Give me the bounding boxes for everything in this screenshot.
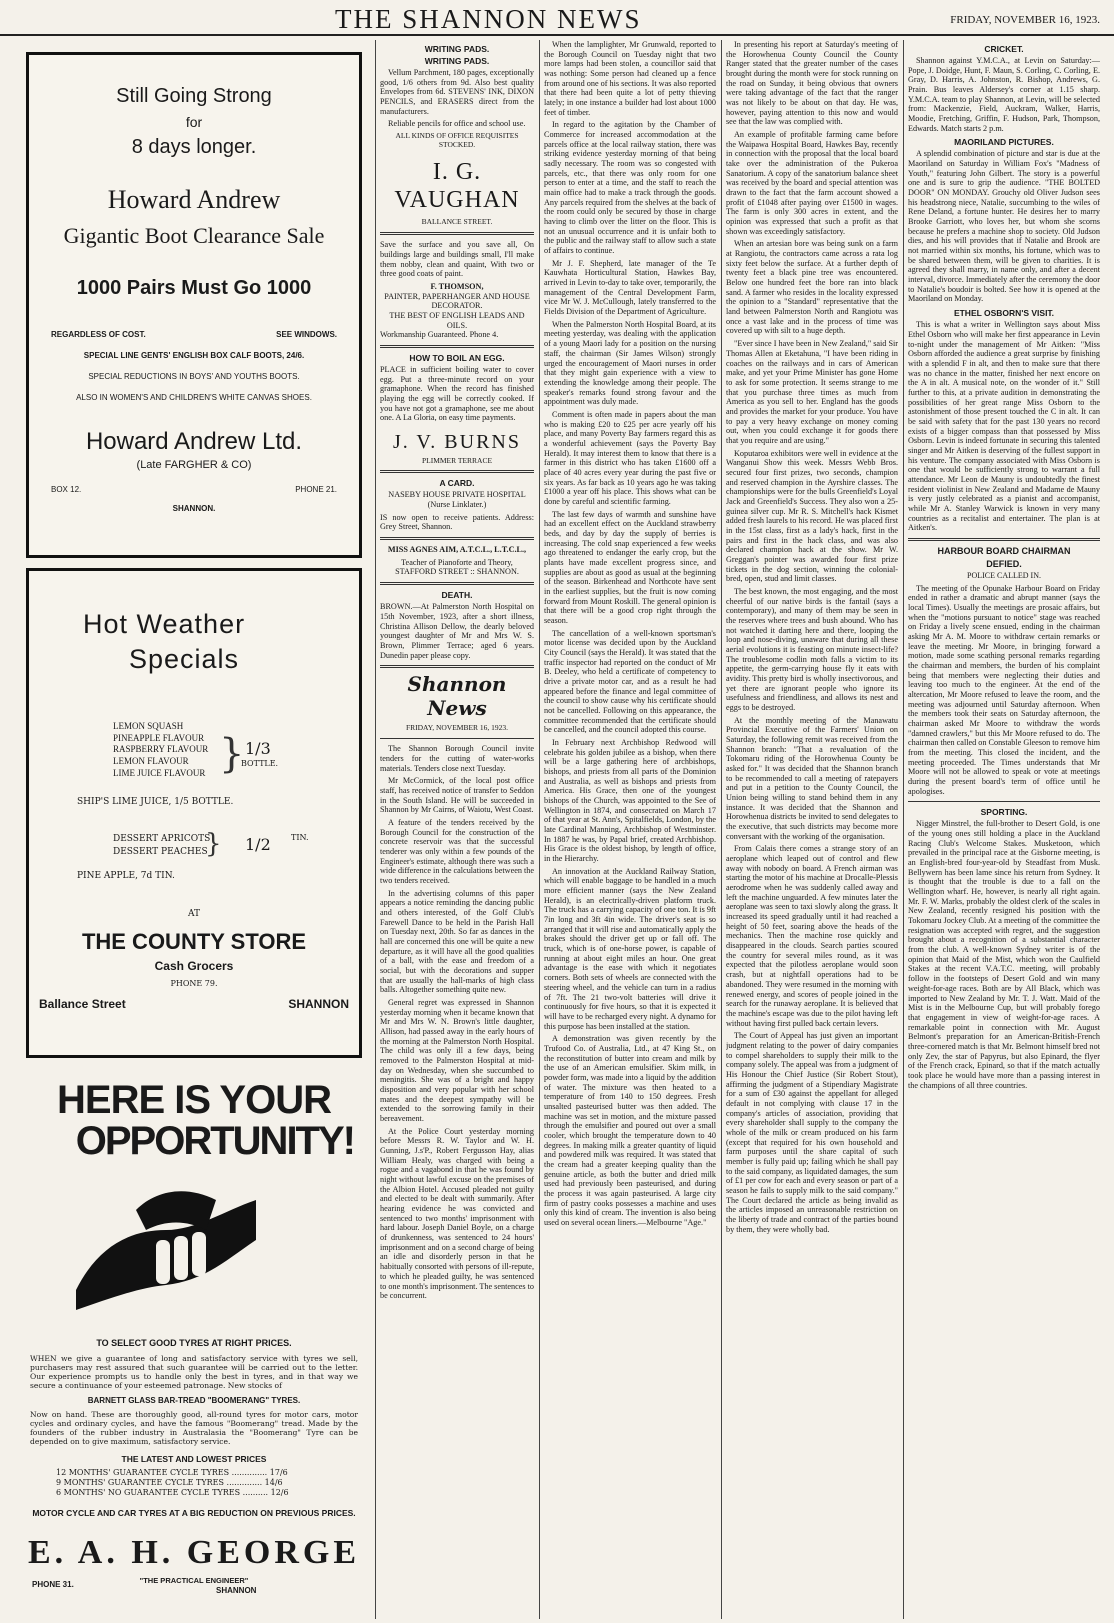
- business-name: MISS AGNES AIM, A.T.C.L., L.T.C.L.,: [387, 545, 527, 555]
- ad-text: SPECIAL LINE GENTS' ENGLISH BOX CALF BOOTS, 24/6.: [83, 351, 305, 360]
- ad-text: PLACE in sufficient boiling water to cover egg. Put a three-minute record on your gramaphone. When the record has finished playing the egg will be correctly cooked. If you have not got a gramaphone, see me about one. A La Gloria, on easy time payments.: [380, 364, 534, 423]
- ad-text: 9 MONTHS' GUARANTEE CYCLE TYRES .............. 14/6: [56, 1478, 283, 1487]
- ad-text: PLIMMER TERRACE: [421, 455, 493, 465]
- ad-text: (Late FARGHER & CO): [136, 459, 252, 471]
- company-name: Howard Andrew Ltd.: [85, 428, 303, 455]
- column-3: [544, 40, 716, 1619]
- ad-text: SHANNON: [288, 997, 349, 1011]
- ad-text: LEMON SQUASH: [113, 721, 184, 731]
- ad-subline: [51, 330, 337, 339]
- column-rule: [375, 40, 376, 1619]
- article-text: A splendid combination of picture and star is due at the Maoriland on Saturday in William Fox's "Madness of Youth," featuring John Gilbert. The story is a powerful one and is sure to grip the audience. "THE BOLTED DOOR" ON MONDAY. Grouchy old Oliver Judson sees his headstrong niece, Natalie, succumbing to the wiles of Rene Deland, a fortune hunter. He desires her to marry Brooke Garriott, who loves her, but whom she scorns because he prefers a machine shop to society. Old Judson dies, and his will provides that if Natalie and Brook are not married within six months, his fortune, which was to be shared between them, will be given to charities. It is agreed they shall marry, in name only, and after a decent interval, divorce. Immediately after the ceremony the door to Natalie's boudoir is bolted. See how it is opened at the Maoriland on Monday.: [908, 149, 1100, 304]
- article-text: The Court of Appeal has just given an important judgment relating to the power of dairy companies to compel shareholders to supply their milk to the company solely. The appeal was from a judgment of His Honour the Chief Justice (Sir Robert Stout), affirming the judgment of a Stipendiary Magistrate for a sum of £30 against the appellant for alleged default in not complying with clause 17 in the company's articles of association, providing that every shareholder shall supply to the company the whole of the milk or cream produced on his farm (except that required for his own household and farm purposes until the share capital of such member is fully paid up; failing which he shall pay to the said company, as liquidated damages, the sum of £1 per cow for each and every season or part of a season he fails to supply milk to the said company." The Court declared the article as being invalid as the articles imposed an unreasonable restriction on the liberty of trade and contract of the parties bound by them, they were wholly bad.: [726, 1031, 898, 1234]
- article-text: "Ever since I have been in New Zealand," said Sir Thomas Allen at Eketahuna, "I have been riding in coaches on the railways and in cars of American make, and yet your Prime Minister has gone Home to ask for some protection. It seems strange to me that you purchase three times as much from America as you sell to her. England has the goods and provides the market for your produce. You have to pay a very heavy exchange on money coming out, when you could exchange it for goods there that you require and are using.": [726, 339, 898, 445]
- ad-text: PHONE 31.: [32, 1580, 74, 1589]
- ad-text: BOX 12.: [51, 485, 82, 494]
- article-text: An innovation at the Auckland Railway Station, which will enable baggage to be handled in a much more efficient manner (says the New Zealand Herald), is an electrically-driven platform truck. The truck has a carrying capacity of one ton. It is 9ft 7in long and 3ft 4in wide. The driver's seat is so arranged that it will rise and automatically apply the brakes should the driver get up or fall off. The truck, which is of one-horse power, is capable of running at about eight miles an hour. One great advantage is the ease with which it negotiates corners. Both sets of wheels are connected with the steering wheel, and the vehicle can turn in a radius of 7ft. The 21 two-volt batteries will drive it continuously for five hours, so that it is expected it will have to be recharged every night. A dynamo for this purpose has been installed at the station.: [544, 866, 716, 1031]
- divider: [380, 738, 534, 739]
- ad-text: Reliable pencils for office and school use.: [388, 119, 526, 129]
- article-text: In the advertising columns of this paper appears a notice reminding the dancing public and others interested, of the Golf Club's Farewell Dance to be held in the Parish Hall on Tuesday next, 20th. So far as dances in the hall are concerned this one will be quite a new departure, as it will have all the good qualities of a ball, with the ease and freedom of a social, but with the decorations and supper that are usually the hall-marks of high class balls. Altogether something quite new.: [380, 888, 534, 995]
- divider: [908, 538, 1100, 541]
- business-name: F. THOMSON,: [430, 281, 484, 291]
- ad-text: Vellum Parchment, 180 pages, exceptionally good, 1/6 others from 9d. Also best quality Envelopes from 6d. STEVENS' INK, DIXON PENCILS, and ERASERS direct from the manufacturers.: [380, 68, 534, 116]
- ad-text: NASEBY HOUSE PRIVATE HOSPITAL (Nurse Linklater.): [388, 490, 526, 510]
- article-text: The last few days of warmth and sunshine have had an excellent effect on the Auckland strawberry beds, and day by day the supply of berries is increasing. The cold snap experienced a few weeks ago threatened to endanger the early crop, but the plants have made excellent progress since, and supplies are about as good as usual at the beginning of the season. Birkenhead and Northcote have sent in the earliest supplies, but the fruit is now coming forward from Mount Roskill. The general opinion is that there will be a good crop right through the season.: [544, 509, 716, 625]
- divider: [380, 470, 534, 473]
- section-heading: CRICKET.: [984, 44, 1024, 54]
- divider: [380, 537, 534, 540]
- ad-text: ALL KINDS OF OFFICE REQUISITES STOCKED.: [395, 131, 519, 149]
- ad-text: SEE WINDOWS.: [276, 330, 337, 339]
- brace-icon: }: [205, 829, 222, 859]
- article-text: In regard to the agitation by the Chamber of Commerce for increased accommodation at the parcels office at the local railway station, there was striking evidence yesterday morning of that being sadly necessary. The room was so congested with parcels, etc., that there was only room for one person to enter at a time, and the staff to reach the main office had to make a track through the goods. Any parcels required from the shelves at the back of the room could only be secured by those in charge having to climb over the litter on the floor. This is not an unusual occurrence and it is unfair both to the public and the railway staff to allow such a state of affairs to continue.: [544, 120, 716, 256]
- article-text: General regret was expressed in Shannon yesterday morning when it became known that Mr and Mrs W. N. Brown's little daughter, Allison, had passed away in the early hours of the morning at the Palmerston North Hospital. The child was only ill a few days, being removed to the Palmerston Hospital at mid-day on Wednesday, when she succumbed to meningitis. She was of a bright and happy disposition and very popular with her school mates and the deepest sympathy will be extended to the sorrowing family in their bereavement.: [380, 998, 534, 1124]
- section-heading: ETHEL OSBORN'S VISIT.: [953, 308, 1055, 319]
- column-2: [380, 40, 534, 1619]
- ad-text: 8 days longer.: [131, 136, 257, 158]
- article-text: At the Police Court yesterday morning before Messrs R. W. Taylor and W. H. Gunning, J.s'P., Robert Fergusson Hay, alias William Healy, was charged with being a rogue and a vagabond in that he was found by night without lawful excuse on the premises of the Albion Hotel. Accused pleaded not guilty and elected to be dealt with summarily. After hearing evidence he was convicted and sentenced to two months' imprisonment with hard labour. Joseph Daniel Boyle, on a charge of drunkenness, was sentenced to 24 hours' imprisonment and on a second charge of being an idle and disorderly person in that he habitually consorted with persons of ill-repute, to which he pleaded guilty, he was sentenced to one month's imprisonment. The sentences to be concurrent.: [380, 1126, 534, 1301]
- store-name: THE COUNTY STORE: [81, 929, 307, 954]
- article-text: A feature of the tenders received by the Borough Council for the construction of the concrete reservoir was that the successful tenderer was only within a few pounds of the Engineer's estimate, although there was such a wide difference in the calculations between the two tenders received.: [380, 817, 534, 885]
- ad-text: 12 MONTHS' GUARANTEE CYCLE TYRES .............. 17/6: [56, 1468, 288, 1477]
- ad-text: THE LATEST AND LOWEST PRICES: [121, 1454, 267, 1464]
- article-text: A demonstration was given recently by the Trufood Co. of Australia, Ltd., at 47 King St., on the reconstitution of butter into cream and milk by the use of an American emulsifier. Skim milk, in powder form, was made into a liquid by the addition of water. The mixture was then heated to a temperature of from 140 to 150 degrees. Fresh unsalted pasteurised butter was then added. The machine was set in motion, and the mixture passed through the emulsifier and poured out over a small cooler, which brought the temperature down to 40 degrees. In making milk a greater quantity of liquid and powdered milk was required. It was stated that the cream had a greater keeping quality than the genuine article, as both the butter and dried milk used had previously been pasteurised, and during the process it was again pasteurised. A large city firm of pastry cooks possesses a machine and uses only this kind of cream. The invention is also being used on several ocean liners.—Melbourne "Age.": [544, 1034, 716, 1227]
- ad-text: WHEN we give a guarantee of long and satisfactory service with tyres we sell, purchasers may rest assured that such guarantee will be carried out to the letter. Our experience prompts us to handle only the best in tyres, and in that way we secure a continuance of your esteemed patronage. New stocks of: [30, 1354, 358, 1391]
- ad-text: PAINTER, PAPERHANGER AND HOUSE DECORATOR.: [384, 291, 530, 311]
- ad-text: RASPBERRY FLAVOUR: [113, 744, 209, 755]
- article-text: At the monthly meeting of the Manawatu Provincial Executive of the Farmers' Union on Saturday, the following remit was received from the Shannon branch: "That a revaluation of the Tokomaru riding of the Horowhenua County be asked for." It was decided that the Shannon branch to be recommended to call a meeting of ratepayers and put in a petition to the County Council, the Union being willing to stand behind them in any instance. It was decided that the Shannon and Horowhenua districts be invited to send delegates to the executive, that such districts may become more conversant with the working of the organisation.: [726, 715, 898, 841]
- article-text: An example of profitable farming came before the Waipawa Hospital Board, Hawkes Bay, recently in connection with the proposal that the local board take over the administration of the Pukeroa Sanatorium. A copy of the sanatorium balance sheet was received by the board and special attention was drawn to the fact that the farm account showed a profit of £1048 after paying over £1500 in wages. The farm is only 300 acres in extent, and the opinion was expressed that such a profit as that shown was exceedingly satisfactory.: [726, 130, 898, 236]
- editorial-flag: Shannon News: [407, 672, 507, 720]
- article-text: From Calais there comes a strange story of an aeroplane which leaped out of control and flew away with nobody on board. A French airman was starting the motor of his machine at Drocalle-Plessis aerodrome when he was suddenly called away and left the machine unguarded. A few minutes later the aeroplane was seen to taxi slowly along the grass. It increased its speed gradually until it had reached a height of 50 feet, soaring above the heads of the mechanics. Then the machine rose quickly and disappeared in the clouds. Search parties scoured the country for several miles round, as it was expected that the pilotless aeroplane would soon crash, but at nightfall operations had to be abandoned. They were resumed in the morning with renewed energy, and scores of people joined in the search for the runaway aeroplane. It is believed that the machine's escape was due to the pilot having left without having first pulled back certain levers.: [726, 844, 898, 1028]
- boot-sale-ad: [26, 52, 362, 558]
- ad-text: DESSERT APRICOTS: [113, 834, 211, 844]
- section-heading: DEFIED.: [986, 558, 1022, 569]
- handshake-icon: [66, 1170, 266, 1320]
- guarantee-prices: [56, 1468, 289, 1498]
- newspaper-title: THE SHANNON NEWS: [335, 4, 642, 34]
- ad-headline: OPPORTUNITY!: [75, 1119, 354, 1163]
- ad-text: FRIDAY, NOVEMBER 16, 1923.: [405, 723, 509, 733]
- ad-text: IS now open to receive patients. Address: Grey Street, Shannon.: [380, 512, 534, 532]
- ad-text: BALLANCE STREET.: [421, 217, 493, 227]
- article-text: Shannon against Y.M.C.A., at Levin on Saturday:—Pope, J. Doidge, Hunt, F. Maun, S. Corling, C. Corling, E. Gray, D. Harris, A. Johnston, R. Bishop, Andrews, G. Prain. Bus leaves Aldersey's corner at 1.15 sharp. Y.M.C.A. team to play Shannon, at Levin, will be selected from: Mackenzie, Field, Auckram, Walker, Harris, Moodie, Fretching, Griffin, F. Hudson, Park, Thompson, Edwards. Match starts 2 p.m.: [908, 56, 1100, 133]
- article-text: The best known, the most engaging, and the most cheerful of our native birds is the fantail (says a contemporary), and many of them may be seen in the reserves where trees and bush abound. Who has not watched it darting here and there, looping the loop and nose-diving, unaware that during all these aerial evolutions it is feasting on minute insect-life? The troublesome codlin moth falls a victim to its appetite, the germ-carrying house fly it eats with avidity. This pretty bird is wholly insectivorous, and yet there are ignorant people who ignore its usefulness and friendliness, and allows its nest and eggs to be destroyed.: [726, 586, 898, 713]
- section-heading: A CARD.: [439, 478, 475, 489]
- article-text: In presenting his report at Saturday's meeting of the Horowhenua County Council the County Ranger stated that the greater number of the cases brought during the month were for stock running on the road on Sunday, it being obvious that owners were taking advantage of the fact that the ranger was not likely to be about on that day. He was, however, paying attention to this now and would see that the law was complied with.: [726, 40, 898, 127]
- ad-text: TIN.: [291, 833, 309, 842]
- divider: [380, 232, 534, 235]
- price: 1/3: [245, 739, 271, 758]
- ad-text: REGARDLESS OF COST.: [51, 330, 146, 339]
- section-heading: WRITING PADS.: [424, 44, 490, 54]
- ad-text: ALSO IN WOMEN'S AND CHILDREN'S WHITE CANVAS SHOES.: [76, 393, 312, 402]
- article-text: The Shannon Borough Council invite tenders for the cutting of water-works materials. Tenders close next Tuesday.: [380, 744, 534, 773]
- ad-text: Save the surface and you save all, On buildings large and buildings small, I'll make them nobby, clean and quaint, With two or three good coats of paint.: [380, 240, 534, 279]
- article-text: Nigger Minstrel, the full-brother to Desert Gold, is one of the young ones still holding a place in the Auckland Racing Club's Welcome Stakes. Musketoon, which prevailed in the principal race at the Gisborne meeting, is an English-bred four-year-old by Steadfast from Musk. Bellywern has been lame since his return from Sydney. It is thought that the trouble is due to a fall on the Wellington wharf. He, however, is nearly all right again. Mr. F. W. Marks, probably the oldest clerk of the scales in New Zealand, recently resigned his position with the Tokomaru Jockey Club. At a meeting of the committee the resignation was accepted with regret, and the suggestion brought about a recognition of a substantial character from the club. A well-known Sydney writer is of the opinion that Maid of the Mist, which won the Caulfield Stakes at the recent V.A.T.C. meeting, will probably follow in the footsteps of Desert Gold and win many weight-for-age races. Both are by All Black, which was imported to New Zealand by Mr. T. J. Watt. Maid of the Mist is in the Melbourne Cup, but will probably forego that engagement in view of weight-for-age races. A remarkable point in connection with Mr. August Belmont's preparation for an American-British-French three-cornered match is that Mr. Belmont himself bred not only Zev, the star of Papyrus, but also Epinard, the flyer of the French crack, Epinard, so that if the match actually took place he would have more than a passing interest in the champions of all three countries.: [908, 819, 1100, 1090]
- ad-text: BARNETT GLASS BAR-TREAD "BOOMERANG" TYRES.: [87, 1396, 301, 1405]
- section-subheading: POLICE CALLED IN.: [967, 571, 1041, 581]
- ad-text: LIME JUICE FLAVOUR: [113, 767, 206, 778]
- ad-text: TO SELECT GOOD TYRES AT RIGHT PRICES.: [96, 1338, 292, 1348]
- company-name: E. A. H. GEORGE: [27, 1534, 361, 1571]
- dessert-list: [113, 833, 210, 858]
- ad-text: Teacher of Pianoforte and Theory, STAFFORD STREET :: SHANNON.: [395, 557, 519, 577]
- section-heading: DEATH.: [441, 590, 473, 601]
- article-text: When the lamplighter, Mr Grunwald, reported to the Borough Council on Tuesday night that two more lamps had been stolen, a councillor said that was nothing: Some person had cleaned up a fence from around one of his sections. It was also reported that there had been quite a lot of petty thieving lately; in one instance a builder had lost about 1000 feet of timber.: [544, 40, 716, 117]
- ad-text: Cash Grocers: [154, 959, 234, 973]
- ad-text: "THE PRACTICAL ENGINEER": [139, 1576, 249, 1585]
- ad-footer: [51, 485, 337, 494]
- ad-text: SHANNON: [216, 1586, 257, 1595]
- flavour-list: [113, 721, 208, 779]
- business-name: I. G. VAUGHAN: [394, 158, 520, 214]
- ad-text: THE BEST OF ENGLISH LEADS AND OILS.: [389, 310, 525, 330]
- ad-text: 6 MONTHS' NO GUARANTEE CYCLE TYRES .......... 12/6: [56, 1488, 289, 1497]
- business-name: J. V. BURNS: [393, 430, 521, 453]
- divider: [908, 801, 1100, 802]
- article-text: This is what a writer in Wellington says about Miss Ethel Osborn who will make her first appearance in Levin to-night under the management of Mr Aitken: "Miss Osborn afforded the audience a great surprise by finishing with a splendid F in alt, and then to make sure that there was no chance in the matter, finished her next encore on the A in alt. A musical note, on the wonder of it." Still further to this, at a private audition in demonstrating the possibilities of her great range Miss Osborn to the astonishment of those present touched the C in alt. It can be said with safety that for the past 130 years no record exists of a bigger compass than that possessed by Miss Osborn. Levin is indeed fortunate in securing this talented singer and Mr Aitken is deserving of the fullest support in his venture. The company associated with Miss Osborn is one that would be sufficiently strong to warrant a full attendance. Mr Leon de Mauny is undoubtedly the finest resident violinist in New Zealand and Madame de Mauny is very justly celebrated as a pianist and accompanist, while Mr A. Stanley Warwick is known in very many countries as a recitalist and entertainer. The plan is at Aitken's.: [908, 320, 1100, 533]
- section-heading: WRITING PADS.: [424, 56, 490, 67]
- masthead: [0, 0, 1114, 36]
- sale-title: Gigantic Boot Clearance Sale: [63, 223, 325, 248]
- column-4: [726, 40, 898, 1619]
- column-rule: [539, 40, 540, 1619]
- section-heading: SPORTING.: [980, 807, 1028, 818]
- column-5: [908, 40, 1100, 1619]
- column-rule: [903, 40, 904, 1619]
- ad-text: BOTTLE.: [241, 759, 279, 768]
- article-text: The cancellation of a well-known sportsman's motor license was decided upon by the Auckland City Council (says the Herald). It was stated that the traffic inspector had reported on the conduct of Mr B. Deeley, who held a certificate of competency to drive a private motor car, and as a result he had appeared before the finance and legal committee of the council to show cause why his certificate should not be cancelled. Following on this appearance, the committee recommended that the certificate should be cancelled, and the council adopted this course.: [544, 628, 716, 735]
- price: 1/2: [245, 835, 271, 854]
- brace-icon: }: [219, 731, 245, 777]
- divider: [380, 345, 534, 348]
- article-text: Koputaroa exhibitors were well in evidence at the Wanganui Show this week. Messrs Webb Bros. secured four first prizes, two seconds, champion and reserved champion in the Ayrshire classes. The championships were for the bulls Greenfield's Loyal Jack and Greenfield's Success. They also won a 25-guinea silver cup. Mr R. S. Mitchell's hack Kismet added fresh laurels to his record. He was placed first in the 15st class, first as a lady's hack, first in the pairs and first in the hack class, and was also declared champion hack at the show. Mr W. Greggan's pointer was awarded four first prize tickets in the dog section, winning the colonial-bred, open, stud and limit classes.: [726, 448, 898, 584]
- article-text: Mr J. F. Shepherd, late manager of the Te Kauwhata Horticultural Station, Hawkes Bay, arrived in Levin to-day to take over, temporarily, the management of the Central Development Farm, vice Mr W. J. McCullough, lately transferred to the Fields Division of the Department of Agriculture.: [544, 258, 716, 317]
- ad-text: Workmanship Guaranteed. Phone 4.: [380, 330, 499, 340]
- ad-text: SPECIAL REDUCTIONS IN BOYS' AND YOUTHS BOOTS.: [88, 372, 300, 381]
- pairs-line: 1000 Pairs Must Go 1000: [76, 277, 312, 299]
- section-heading: HARBOUR BOARD CHAIRMAN: [937, 545, 1071, 556]
- ad-headline: Still Going Strong: [116, 85, 272, 107]
- issue-date: FRIDAY, NOVEMBER 16, 1923.: [950, 14, 1100, 26]
- section-heading: HOW TO BOIL AN EGG.: [409, 352, 505, 363]
- article-text: Mr McCormick, of the local post office staff, has received notice of transfer to Seddon in the South Island. He will be succeeded in Shannon by Mr Cairns, of Waiotu, West Coast.: [380, 776, 534, 815]
- ad-headline: HERE IS YOUR: [57, 1078, 331, 1122]
- ad-headline: Specials: [129, 644, 240, 674]
- ad-text: PHONE 79.: [170, 979, 218, 988]
- ad-text: LEMON FLAVOUR: [113, 756, 189, 767]
- ad-text: SHIP'S LIME JUICE, 1/5 BOTTLE.: [77, 797, 234, 807]
- ad-text: PINEAPPLE FLAVOUR: [113, 732, 205, 743]
- county-store-ad: [26, 568, 362, 1058]
- ad-text: for: [185, 114, 203, 130]
- article-text: Comment is often made in papers about the man who is making £20 to £25 per acre yearly off his place, and many Poverty Bay farmers regard this as a wonderful achievement (says the Poverty Bay Herald). It may interest them to know that there is a farmer in this district who has taken £1600 off a place of 40 acres every year during the past five or six years. As far back as 10 years ago he was taking £1000 a year off his place. This shows what can be done by careful and scientific farming.: [544, 409, 716, 506]
- article-text: In February next Archbishop Redwood will celebrate his golden jubilee as a bishop, when there will be a large gathering here of archbishops, bishops, and priests from all parts of the Dominion and Australia, as well as bishops and priests from America. His Grace, then one of the youngest bishops of the Church, was appointed to the See of Wellington in 1874, and consecrated on March 17 of that year at St. Ann's, Spitalfields, London, by the late Cardinal Manning, Archbishop of Westminster. In 1887 he was, by Papal brief, created Archbishop. His Grace is the oldest bishop, by length of office, in the Hierarchy.: [544, 738, 716, 864]
- tyres-ad: [26, 1070, 362, 1610]
- section-heading: MAORILAND PICTURES.: [954, 137, 1054, 148]
- ad-text: Ballance Street: [39, 997, 126, 1011]
- store-name: Howard Andrew: [107, 185, 281, 214]
- divider: [380, 582, 534, 585]
- ad-text: MOTOR CYCLE AND CAR TYRES AT A BIG REDUCTION ON PREVIOUS PRICES.: [32, 1508, 356, 1518]
- ad-text: Now on hand. These are thoroughly good, all-round tyres for motor cars, motor cycles and ordinary cycles, and have the famous "Boomerang" tread. Made by the founders of the rubber industry in Australasia the "Boomerang" Tyre can be depended on to give maximum, satisfactory service.: [30, 1410, 358, 1447]
- ad-text: AT: [187, 909, 200, 919]
- ad-text: PHONE 21.: [295, 485, 337, 494]
- ad-headline: Hot Weather: [83, 609, 246, 639]
- article-text: BROWN.—At Palmerston North Hospital on 15th November, 1923, after a short illness, Christina Allison Dellow, the dearly beloved youngest daughter of Mr and Mrs W. S. Brown, Plimmer Terrace; aged 6 years. Dunedin paper please copy.: [380, 602, 534, 660]
- column-rule: [721, 40, 722, 1619]
- ad-text: PINE APPLE, 7d TIN.: [77, 871, 175, 881]
- ad-text: SHANNON.: [172, 504, 216, 513]
- article-text: The meeting of the Opunake Harbour Board on Friday ended in rather a dramatic and abrupt manner (says the local Times). Usually the meetings are prosaic affairs, but when the "motions pursuant to notice" stage was reached on Friday a lively scene ensued, ending in the chairman asking Mr A. M. Moore to withdraw certain remarks or leave the meeting. Mr Moore, in bringing forward a motion, made some scathing personal remarks regarding the chairman and members, the burden of his complaint being that members were neglecting their duties and leaving too much to the engineer. At the end of the altercation, Mr Moore refused to leave the room, and the meeting was adjourned until Saturday afternoon. When the members took their seats on Saturday afternoon, the chairman asked Mr Moore to withdraw the words "damned crawlers," but this Mr Moore refused to do. The chairman then called on Constable Gleeson to remove him from the meeting. This closed the incident, and the meeting proceeded. The Times understands that Mr Moore will not be allowed to speak or vote at meetings during the present board's term of office until he apologises.: [908, 583, 1100, 796]
- article-text: When an artesian bore was being sunk on a farm at Rangiotu, the contractors came across a rata log sixty feet below the surface. At a further depth of twenty feet a black pine tree was encountered. Below one hundred feet the bore ran into black sand. A farmer who resides in the locality expressed the opinion to a "Standard" representative that the land between Palmerston North and Rangiotu was once a vast lake and in the process of time was covered up with silt to a huge depth.: [726, 239, 898, 336]
- divider: [380, 665, 534, 668]
- article-text: When the Palmerston North Hospital Board, at its meeting yesterday, was dealing with the application of a young Maori lady for a position on the nursing staff, the chairman (Sir James Wilson) strongly urged the encouragement of Maori nurses in order that they might gain experience with a view to extending the knowledge among their people. The speaker's remarks found strong favour and the appointment was duly made.: [544, 319, 716, 407]
- ad-text: DESSERT PEACHES: [113, 846, 208, 857]
